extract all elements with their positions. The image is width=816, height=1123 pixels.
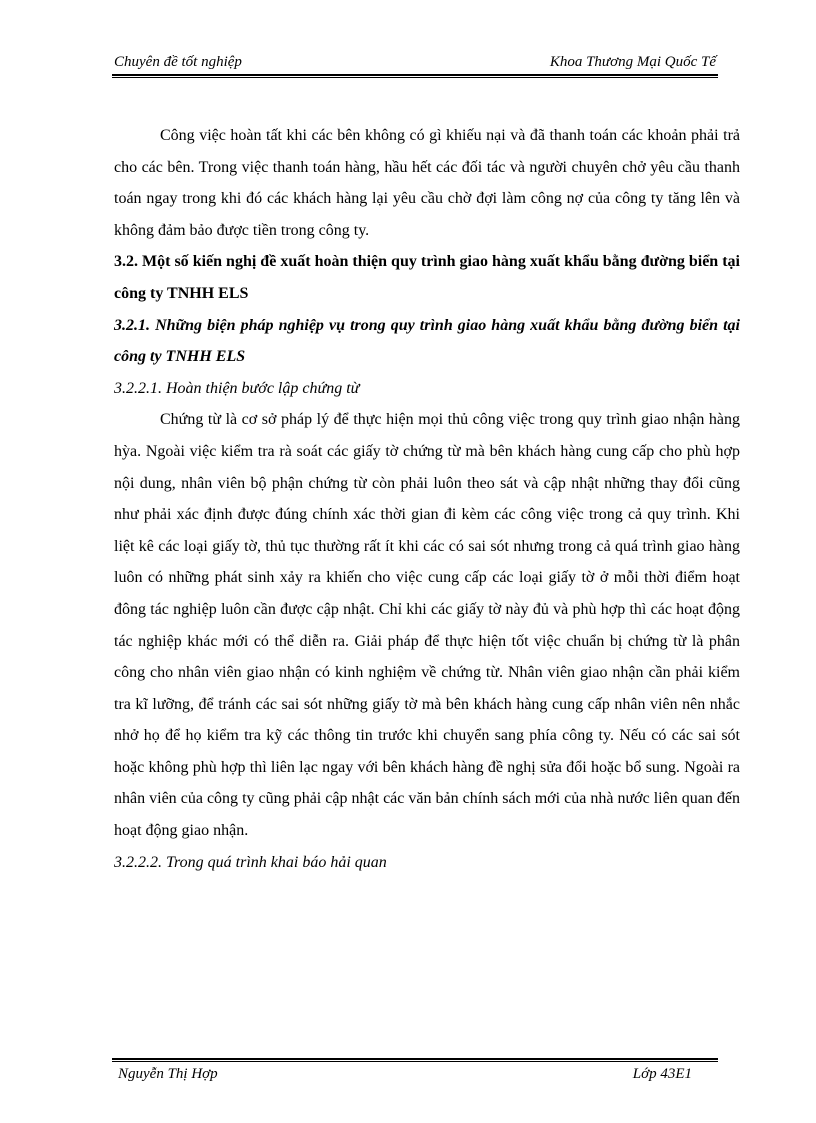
header-left: Chuyên đề tốt nghiệp bbox=[114, 54, 242, 70]
paragraph-1: Công việc hoàn tất khi các bên không có gì khiếu nại và đã thanh toán các khoản phải trả cho các bên. Trong việc thanh toán hàng, hầu hết các đối tác và người chuyên chở yêu cầu thanh toán ngay trong khi đó các khách hàng lại yêu cầu chờ đợi làm công nợ của công ty tăng lên và không đảm bảo được tiền trong công ty. bbox=[114, 127, 740, 239]
heading-3-2-2-2: 3.2.2.2. Trong quá trình khai báo hải quan bbox=[114, 853, 387, 871]
paragraph-2: Chứng từ là cơ sở pháp lý để thực hiện mọi thủ công việc trong quy trình giao nhận hàng hỳa. Ngoài việc kiểm tra rà soát các giấy tờ chứng từ mà bên khách hàng cung cấp cho phù hợp nội dung, nhân viên bộ phận chứng từ còn phải luôn theo sát và cập nhật những thay đổi cũng như phải xác định được đúng chính xác thời gian đi kèm các công việc trong cả quy trình. Khi liệt kê các loại giấy tờ, thủ tục thường rất ít khi các có sai sót nhưng trong cả quá trình giao hàng luôn có những phát sinh xảy ra khiến cho việc cung cấp các loại giấy tờ ở mỗi thời điểm hoạt đông tác nghiệp luôn cần được cập nhật. Chỉ khi các giấy tờ này đủ và phù hợp thì các hoạt động tác nghiệp khác mới có thể diễn ra. Giải pháp để thực hiện tốt việc chuẩn bị chứng từ là phân công cho nhân viên giao nhận có kinh nghiệm về chứng từ. Nhân viên giao nhận cần phải kiểm tra kĩ lưỡng, để tránh các sai sót những giấy tờ mà bên khách hàng cung cấp nhân viên nên nhắc nhở họ để họ kiểm tra kỹ các thông tin trước khi chuyển sang phía công ty. Nếu có các sai sót hoặc không phù hợp thì liên lạc ngay với bên khách hàng đề nghị sửa đổi hoặc bổ sung. Ngoài ra nhân viên của công ty cũng phải cập nhật các văn bản chính sách mới của nhà nước liên quan đến hoạt động giao nhận. bbox=[114, 411, 740, 840]
header-rule-thin bbox=[112, 77, 718, 78]
footer-author: Nguyễn Thị Hợp bbox=[118, 1066, 218, 1082]
heading-3-2-2-1: 3.2.2.1. Hoàn thiện bước lập chứng từ bbox=[114, 379, 360, 397]
heading-3-2: 3.2. Một số kiến nghị đề xuất hoàn thiện quy trình giao hàng xuất khẩu bằng đường biển tại công ty TNHH ELS bbox=[114, 253, 740, 302]
footer-rule-thin bbox=[112, 1061, 718, 1062]
header-rule bbox=[112, 74, 718, 76]
header-right: Khoa Thương Mại Quốc Tế bbox=[549, 54, 716, 70]
footer-class: Lớp 43E1 bbox=[632, 1066, 692, 1082]
page-body bbox=[114, 120, 740, 878]
page-header bbox=[114, 52, 716, 74]
footer-rule bbox=[112, 1058, 718, 1060]
heading-3-2-1: 3.2.1. Những biện pháp nghiệp vụ trong quy trình giao hàng xuất khẩu bằng đường biển tại công ty TNHH ELS bbox=[114, 316, 740, 366]
page-footer bbox=[118, 1066, 692, 1088]
